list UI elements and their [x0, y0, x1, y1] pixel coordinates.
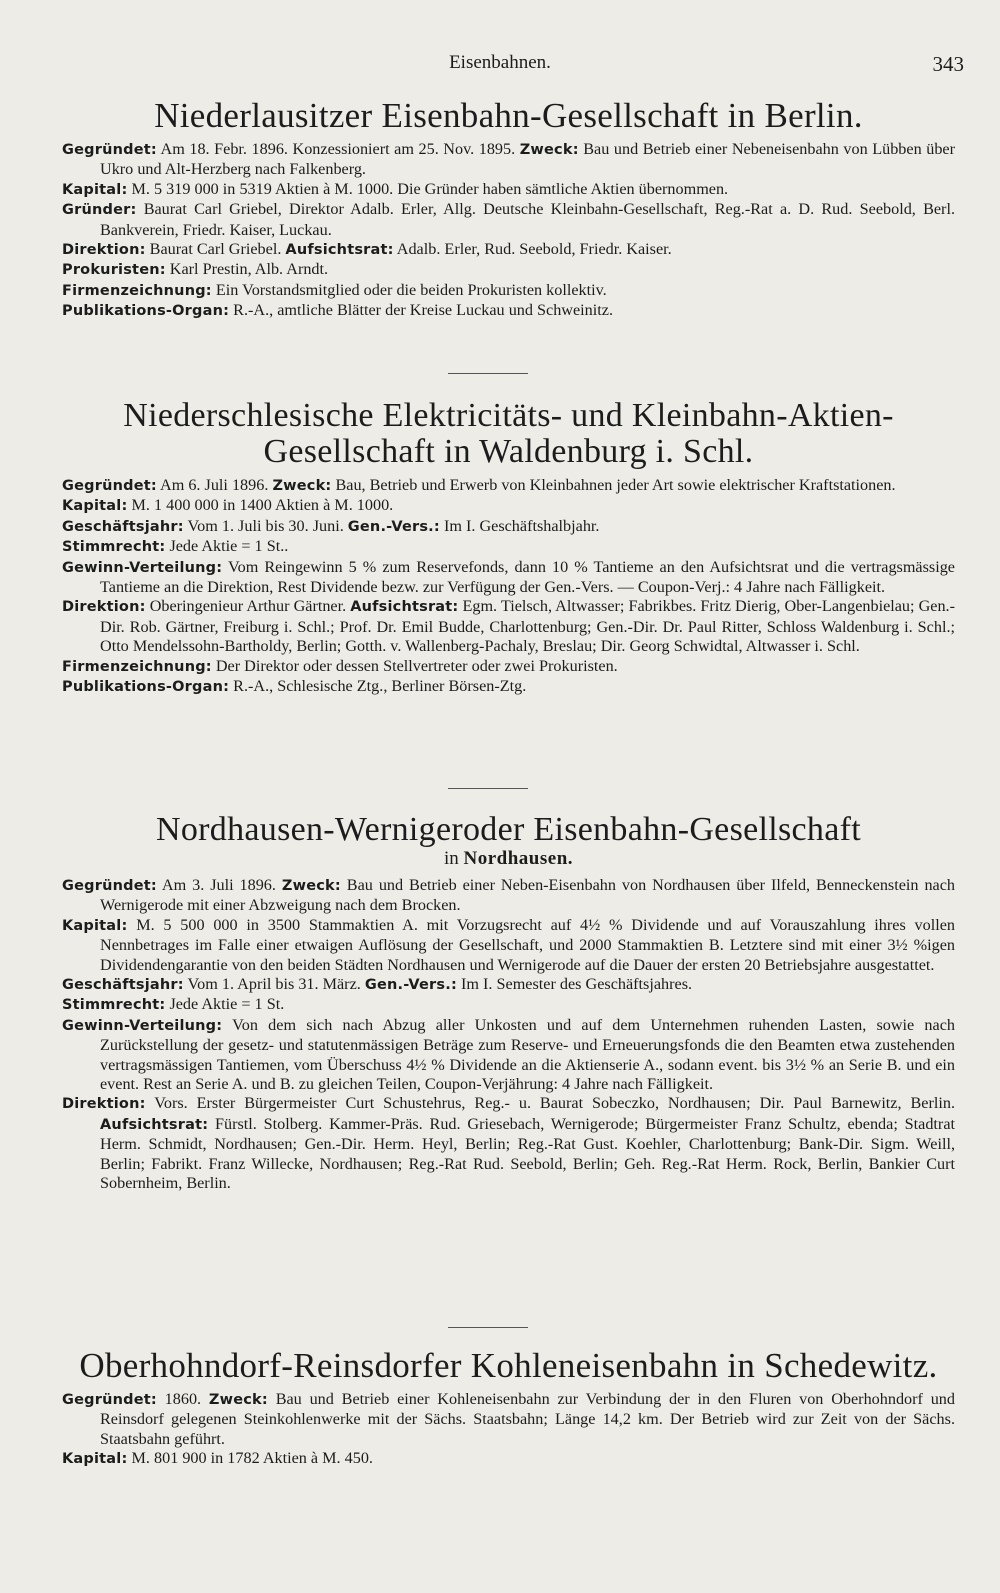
- company-title-line: Niederlausitzer Eisenbahn-Gesellschaft in Berlin.: [154, 96, 863, 135]
- company-entry-niederschlesische: [62, 398, 955, 697]
- company-title: [62, 98, 955, 134]
- entry-text: Der Direktor oder dessen Stellvertreter oder zwei Prokuristen.: [211, 656, 618, 675]
- entry-label: Direktion:: [62, 242, 146, 259]
- entry-text: Egm. Tielsch, Altwasser; Fabrikbes. Fritz Dierig, Ober-Langenbielau; Gen.-Dir. Rob. Gärtner, Freiburg i. Schl.; Prof. Dr. Emil Budde, Charlottenburg; Gen.-Dir. Dr. Paul Ritter, Schloss Waldenburg i. Schl.; Otto Mendelssohn-Bartholdy, Berlin; Gotth. v. Wallenberg-Pachaly, Breslau; Dir. Georg Schwidtal, Altwasser i. Schl.: [100, 597, 955, 656]
- entry-text: 1860.: [156, 1390, 209, 1408]
- company-title: [62, 1348, 955, 1384]
- entry-text: M. 801 900 in 1782 Aktien à M. 450.: [127, 1449, 373, 1468]
- entry-label: Kapital:: [62, 498, 128, 515]
- company-entry-niederlausitzer: [62, 98, 955, 322]
- entry-label: Geschäftsjahr:: [62, 977, 184, 994]
- entry-label: Gegründet:: [62, 478, 157, 494]
- entry-text: M. 5 319 000 in 5319 Aktien à M. 1000. Die Gründer haben sämtliche Aktien übernommen.: [127, 179, 729, 198]
- company-entry-oberhohndorf-reinsdorfer: [62, 1348, 955, 1470]
- entry-direktion: [62, 597, 955, 656]
- entry-list: [62, 1390, 955, 1470]
- entry-text: R.-A., Schlesische Ztg., Berliner Börsen-Ztg.: [229, 677, 527, 696]
- entry-label: Direktion:: [62, 599, 146, 616]
- entry-text: Ein Vorstandsmitglied oder die beiden Prokuristen kollektiv.: [211, 280, 607, 299]
- entry-text: Baurat Carl Griebel, Direktor Adalb. Erler, Allg. Deutsche Kleinbahn-Gesellschaft, Reg.-Rat a. D. Rud. Seebold, Berl. Bankverein, Friedr. Kaiser, Luckau.: [100, 200, 955, 239]
- entry-label: Gen.-Vers.:: [347, 518, 440, 535]
- entry-stimmrecht: [62, 537, 955, 557]
- entry-text: M. 1 400 000 in 1400 Aktien à M. 1000.: [127, 496, 394, 515]
- entry-gegruendet: [62, 1390, 955, 1449]
- entry-prokuristen: [62, 260, 955, 280]
- entry-stimmrecht: [62, 995, 955, 1015]
- entry-text: R.-A., amtliche Blätter der Kreise Luckau und Schweinitz.: [229, 301, 613, 320]
- entry-label: Gegründet:: [62, 1392, 157, 1408]
- entry-label: Kapital:: [62, 181, 128, 198]
- entry-label: Gewinn-Verteilung:: [62, 1017, 223, 1034]
- entry-label: Zweck:: [272, 478, 332, 494]
- entry-text: Bau und Betrieb einer Neben-Eisenbahn von Nordhausen über Ilfeld, Benneckenstein nach Wernigerode mit einer Abzweigung nach dem Brocken.: [100, 876, 956, 915]
- entry-direktion: [62, 240, 955, 260]
- entry-label: Zweck:: [519, 142, 579, 158]
- entry-text: Baurat Carl Griebel.: [145, 240, 286, 259]
- entry-publikations-organ: [62, 301, 955, 321]
- entry-publikations-organ: [62, 677, 955, 697]
- entry-label: Aufsichtsrat:: [350, 599, 459, 616]
- entry-label: Gegründet:: [62, 878, 157, 894]
- entry-label: Direktion:: [62, 1096, 146, 1113]
- entry-text: Im I. Geschäftshalbjahr.: [439, 516, 600, 535]
- company-title-line: Nordhausen-Wernigeroder Eisenbahn-Gesellschaft: [156, 811, 861, 848]
- entry-text: Bau und Betrieb einer Nebeneisenbahn von Lübben über Ukro und Alt-Herzberg nach Falkenberg.: [100, 140, 955, 179]
- entry-text: Oberingenieur Arthur Gärtner.: [145, 597, 351, 616]
- company-title: [62, 812, 955, 848]
- entry-label: Firmenzeichnung:: [62, 282, 212, 299]
- entry-label: Stimmrecht:: [62, 997, 166, 1014]
- entry-kapital: [62, 496, 955, 516]
- entry-firmenzeichnung: [62, 657, 955, 677]
- entry-text: Fürstl. Stolberg. Kammer-Präs. Rud. Griesebach, Wernigerode; Bürgermeister Franz Schultz, ebenda; Stadtrat Herm. Schmidt, Nordhausen; Gen.-Dir. Herm. Heyl, Berlin; Reg.-Rat Gust. Koehler, Charlottenburg; Bank-Dir. Sigm. Weill, Berlin; Fabrikt. Franz Willecke, Nordhausen; Reg.-Rat Rud. Seebold, Berlin; Geh. Reg.-Rat Herm. Rock, Berlin, Bankier Curt Sobernheim, Berlin.: [100, 1114, 955, 1193]
- entry-label: Prokuristen:: [62, 262, 166, 279]
- entry-label: Gegründet:: [62, 142, 157, 158]
- company-title: [62, 398, 955, 470]
- entry-kapital: [62, 1449, 955, 1469]
- entry-gewinn-verteilung: [62, 558, 955, 598]
- entry-label: Stimmrecht:: [62, 539, 166, 556]
- entry-gewinn-verteilung: [62, 1016, 955, 1095]
- entry-label: Kapital:: [62, 1451, 128, 1468]
- entry-kapital: [62, 916, 955, 975]
- entry-text: Am 6. Juli 1896.: [156, 476, 273, 494]
- entry-text: Vors. Erster Bürgermeister Curt Schustehrus, Reg.- u. Baurat Sobeczko, Nordhausen; Dir. Paul Barnewitz, Berlin.: [145, 1094, 955, 1113]
- entry-label: Publikations-Organ:: [62, 303, 230, 320]
- entry-geschaeftsjahr: [62, 517, 955, 537]
- company-location: [62, 848, 955, 870]
- entry-text: Von dem sich nach Abzug aller Unkosten und auf dem Unternehmen ruhenden Lasten, sowie nach Zurückstellung der gesetz- und statutenmässigen Beträge zum Reserve- und Erneuerungsfonds die den Beamten etwa zustehenden vertragsmässigen Tantiemen, vom Überschuss 4½ % Dividende an die Aktienserie A., sodann event. bis 3½ % an Serie B. und ein event. Rest an Serie A. und B. zu gleichen Teilen, Coupon-Verjährung: 4 Jahre nach Fälligkeit.: [100, 1015, 955, 1094]
- entry-geschaeftsjahr: [62, 975, 955, 995]
- entry-text: Bau und Betrieb einer Kohleneisenbahn zur Verbindung der in den Fluren von Oberhohndorf und Reinsdorf gelegenen Steinkohlenwerke mit der Sächs. Staatsbahn; Länge 14,2 km. Der Betrieb wird zur Zeit von der Sächs. Staatsbahn geführt.: [100, 1390, 955, 1448]
- location-place: Nordhausen.: [463, 848, 574, 869]
- section-divider: [448, 373, 528, 374]
- company-title-line: Oberhohndorf-Reinsdorfer Kohleneisenbahn in Schedewitz.: [79, 1346, 938, 1385]
- entry-label: Zweck:: [281, 878, 341, 894]
- entry-list: [62, 876, 955, 1194]
- entry-text: Vom 1. Juli bis 30. Juni.: [183, 516, 348, 535]
- entry-text: Karl Prestin, Alb. Arndt.: [165, 260, 329, 279]
- entry-text: Vom Reingewinn 5 % zum Reservefonds, dann 10 % Tantieme an den Aufsichtsrat und die vertragsmässige Tantieme an die Direktion, Rest Dividende bezw. zur Verfügung der Gen.-Vers. — Coupon-Verj.: 4 Jahre nach Fälligkeit.: [100, 557, 955, 597]
- entry-label: Gen.-Vers.:: [364, 977, 457, 994]
- entry-firmenzeichnung: [62, 281, 955, 301]
- entry-direktion: [62, 1094, 955, 1193]
- entry-kapital: [62, 180, 955, 200]
- entry-gegruendet: [62, 876, 955, 916]
- entry-label: Geschäftsjahr:: [62, 518, 184, 535]
- company-entry-nordhausen-wernigeroder: [62, 812, 955, 1194]
- entry-gegruendet: [62, 140, 955, 180]
- entry-text: Am 18. Febr. 1896. Konzessioniert am 25. Nov. 1895.: [156, 140, 520, 158]
- company-title-line: Niederschlesische Elektricitäts- und Kleinbahn-Aktien-: [123, 397, 894, 434]
- entry-list: [62, 476, 955, 697]
- entry-label: Aufsichtsrat:: [285, 242, 394, 259]
- entry-label: Zweck:: [208, 1392, 268, 1408]
- entry-text: Adalb. Erler, Rud. Seebold, Friedr. Kaiser.: [393, 240, 672, 259]
- section-divider: [448, 788, 528, 789]
- entry-text: M. 5 500 000 in 3500 Stammaktien A. mit Vorzugsrecht auf 4½ % Dividende und auf Vorauszahlung ihres vollen Nennbetrages im Falle einer etwaigen Auflösung der Gesellschaft, und 2000 Stammaktien B. Letztere sind mit einer 3½ %igen Dividendengarantie von den beiden Städten Nordhausen und Wernigerode auf die Dauer der ersten 20 Betriebsjahre ausgestattet.: [100, 915, 955, 974]
- entry-text: Im I. Semester des Geschäftsjahres.: [456, 975, 693, 994]
- entry-label: Publikations-Organ:: [62, 679, 230, 696]
- company-title-line: Gesellschaft in Waldenburg i. Schl.: [263, 433, 754, 470]
- entry-label: Kapital:: [62, 917, 128, 934]
- entry-text: Am 3. Juli 1896.: [156, 876, 282, 894]
- entry-text: Jede Aktie = 1 St..: [165, 537, 289, 556]
- entry-list: [62, 140, 955, 322]
- entry-gegruendet: [62, 476, 955, 496]
- running-title: Eisenbahnen.: [449, 52, 551, 73]
- entry-label: Firmenzeichnung:: [62, 658, 212, 675]
- entry-text: Vom 1. April bis 31. März.: [183, 975, 365, 994]
- entry-label: Gewinn-Verteilung:: [62, 559, 223, 576]
- page-header: [0, 52, 1000, 78]
- location-prefix: in: [443, 848, 464, 869]
- section-divider: [448, 1327, 528, 1328]
- entry-text: Jede Aktie = 1 St.: [165, 995, 285, 1014]
- page-number: 343: [932, 52, 964, 76]
- entry-label: Aufsichtsrat:: [100, 1116, 209, 1133]
- entry-label: Gründer:: [62, 202, 137, 219]
- entry-text: Bau, Betrieb und Erwerb von Kleinbahnen jeder Art sowie elektrischer Kraftstationen.: [331, 476, 896, 494]
- entry-gruender: [62, 200, 955, 240]
